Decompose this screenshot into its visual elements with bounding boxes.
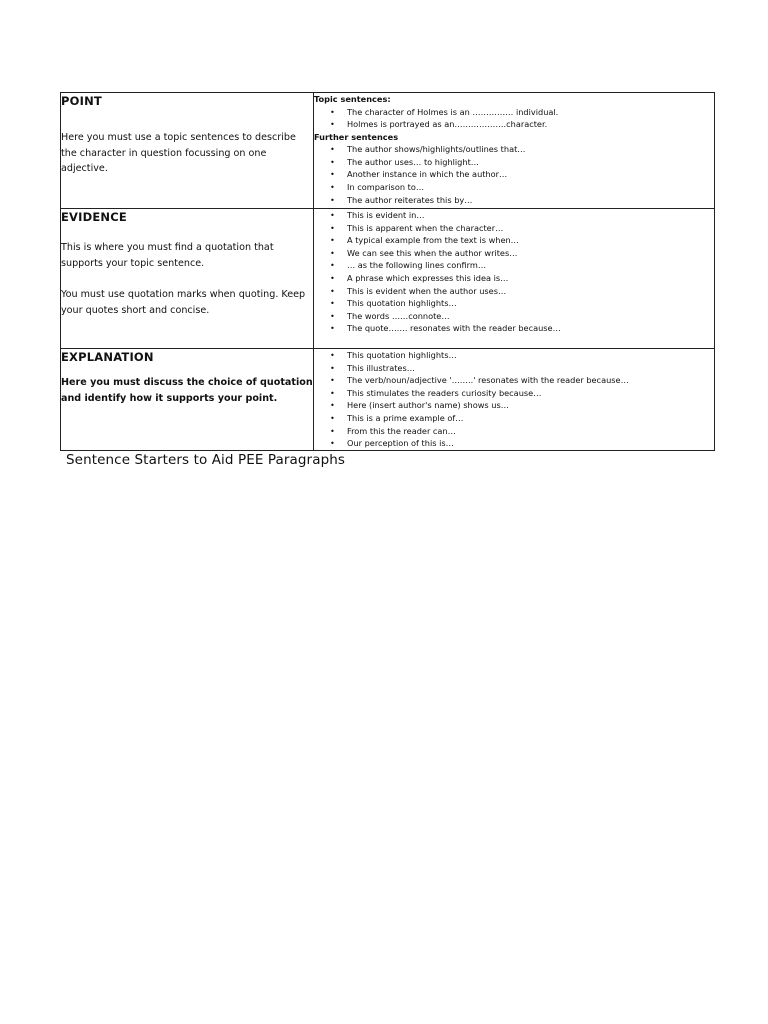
list-item: [326, 118, 714, 131]
evidence-starters-cell: [314, 209, 715, 349]
list-item-text: The author uses… to highlight…: [347, 156, 479, 167]
list-item: [326, 425, 714, 438]
list-item: [326, 156, 714, 169]
list-item-text: The author reiterates this by…: [347, 194, 473, 205]
list-item: [326, 259, 714, 272]
table-row-point: [61, 93, 715, 209]
list-item-text: From this the reader can…: [347, 425, 456, 436]
bullet-icon: •: [330, 362, 335, 373]
list-item: [326, 168, 714, 181]
explanation-heading: EXPLANATION: [61, 350, 154, 364]
list-item: [326, 310, 714, 323]
bullet-icon: •: [330, 310, 335, 321]
list-item-text: This stimulates the readers curiosity because…: [347, 387, 542, 398]
list-item-text: We can see this when the author writes…: [347, 247, 518, 258]
further-sentences-heading: Further sentences: [314, 131, 399, 142]
bullet-icon: •: [330, 412, 335, 423]
bullet-icon: •: [330, 350, 335, 360]
table-row-explanation: [61, 349, 715, 451]
list-item: [326, 106, 714, 119]
explanation-description-cell: [61, 349, 314, 451]
bullet-icon: •: [330, 156, 335, 167]
point-heading: POINT: [61, 94, 102, 108]
bullet-icon: •: [330, 375, 335, 386]
list-item-text: Another instance in which the author…: [347, 169, 508, 180]
list-item-text: This is evident when the author uses…: [347, 285, 507, 296]
list-item-text: This quotation highlights…: [347, 350, 457, 360]
list-item-text: A typical example from the text is when…: [347, 235, 519, 246]
list-item-text: Here (insert author's name) shows us…: [347, 400, 509, 411]
list-item: [326, 399, 714, 412]
list-item-text: The character of Holmes is an …………… individual.: [347, 106, 559, 117]
list-item-text: Our perception of this is…: [347, 438, 454, 449]
evidence-paragraph-1: This is where you must find a quotation that supports your topic sentence.: [61, 242, 274, 269]
list-item-text: The quote……. resonates with the reader because…: [347, 323, 561, 334]
list-item: [326, 387, 714, 400]
list-item: [326, 362, 714, 375]
evidence-description-cell: [61, 209, 314, 349]
topic-sentences-list: [314, 106, 714, 131]
point-description-cell: [61, 93, 314, 209]
list-item: [326, 437, 714, 450]
evidence-starters-list: [314, 209, 714, 335]
further-sentences-list: [314, 143, 714, 206]
list-item: [326, 234, 714, 247]
bullet-icon: •: [330, 106, 335, 117]
pee-table: [60, 92, 715, 451]
explanation-starters-list: [314, 349, 714, 450]
bullet-icon: •: [330, 298, 335, 309]
bullet-icon: •: [330, 247, 335, 258]
list-item: [326, 143, 714, 156]
bullet-icon: •: [330, 387, 335, 398]
bullet-icon: •: [330, 260, 335, 271]
list-item-text: A phrase which expresses this idea is…: [347, 272, 509, 283]
bullet-icon: •: [330, 181, 335, 192]
list-item-text: This is apparent when the character…: [347, 222, 504, 233]
point-starters-cell: [314, 93, 715, 209]
list-item-text: This illustrates…: [347, 362, 415, 373]
bullet-icon: •: [330, 210, 335, 220]
list-item: [326, 222, 714, 235]
explanation-paragraph: Here you must discuss the choice of quotation and identify how it supports your point.: [61, 377, 313, 404]
bullet-icon: •: [330, 194, 335, 205]
list-item-text: The words ……connote…: [347, 310, 450, 321]
bullet-icon: •: [330, 235, 335, 246]
bullet-icon: •: [330, 285, 335, 296]
list-item-text: This is a prime example of…: [347, 412, 464, 423]
list-item-text: In comparison to…: [347, 181, 425, 192]
list-item: [326, 181, 714, 194]
explanation-starters-cell: [314, 349, 715, 451]
bullet-icon: •: [330, 323, 335, 334]
list-item-text: This is evident in…: [347, 210, 425, 220]
list-item-text: The verb/noun/adjective '……..' resonates with the reader because…: [347, 375, 629, 386]
bullet-icon: •: [330, 425, 335, 436]
bullet-icon: •: [330, 169, 335, 180]
list-item: [326, 322, 714, 335]
bullet-icon: •: [330, 272, 335, 283]
bullet-icon: •: [330, 222, 335, 233]
list-item: [326, 412, 714, 425]
bullet-icon: •: [330, 119, 335, 130]
list-item-text: … as the following lines confirm…: [347, 260, 487, 271]
evidence-heading: EVIDENCE: [61, 210, 127, 224]
evidence-paragraph-2: You must use quotation marks when quoting. Keep your quotes short and concise.: [61, 289, 306, 316]
list-item: [326, 194, 714, 207]
list-item: [326, 209, 714, 222]
list-item: [326, 247, 714, 260]
list-item-text: This quotation highlights…: [347, 298, 457, 309]
list-item: [326, 272, 714, 285]
bullet-icon: •: [330, 438, 335, 449]
point-paragraph: Here you must use a topic sentences to describe the character in question focussing on one adjective.: [61, 132, 296, 174]
list-item: [326, 374, 714, 387]
list-item: [326, 349, 714, 362]
bullet-icon: •: [330, 144, 335, 155]
list-item: [326, 297, 714, 310]
list-item-text: Holmes is portrayed as an……………….character.: [347, 119, 548, 130]
table-row-evidence: [61, 209, 715, 349]
topic-sentences-heading: Topic sentences:: [314, 94, 391, 104]
document-caption: Sentence Starters to Aid PEE Paragraphs: [66, 452, 346, 468]
bullet-icon: •: [330, 400, 335, 411]
list-item-text: The author shows/highlights/outlines that…: [347, 144, 526, 155]
list-item: [326, 285, 714, 298]
